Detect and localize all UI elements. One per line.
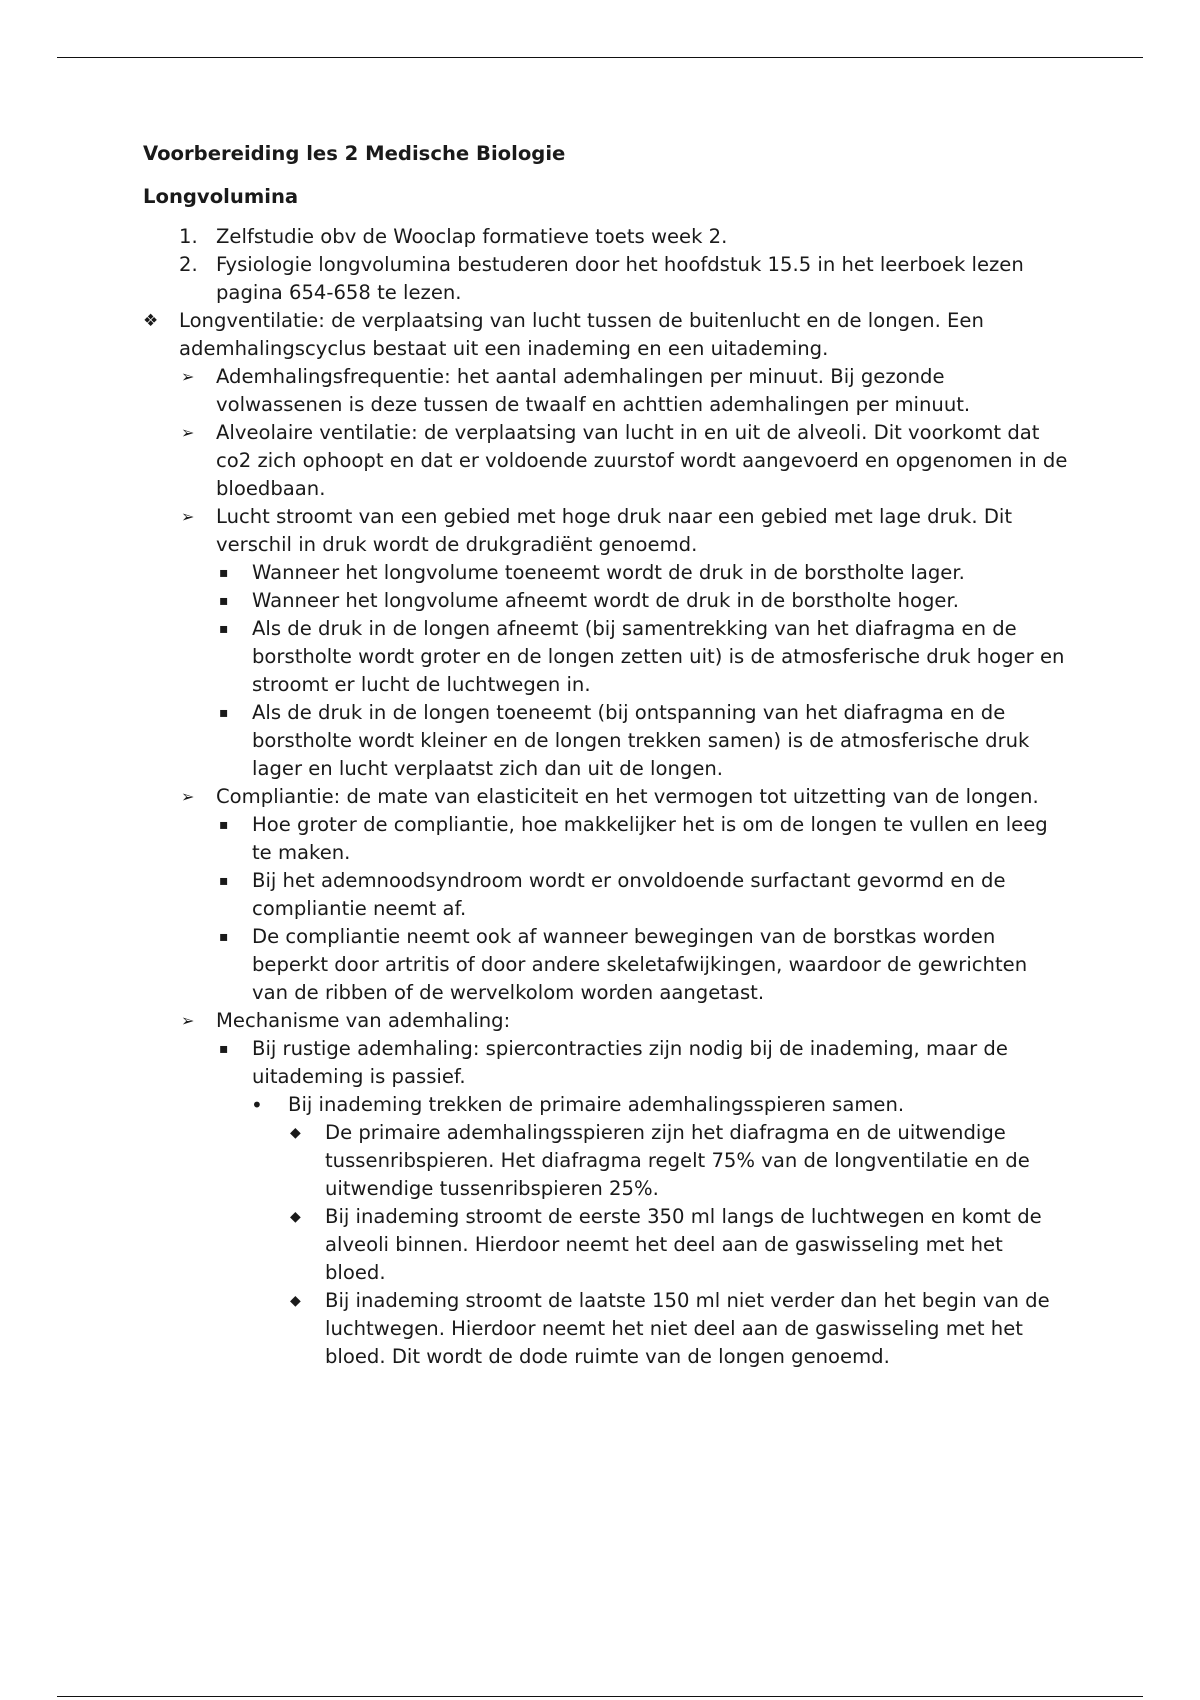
arrow-bullet-item: [143, 419, 1068, 503]
list-item-text: De primaire ademhalingsspieren zijn het diafragma en de uitwendige tussenribspieren. Het diafragma regelt 75% van de longventilatie en de uitwendige tussenribspieren 25%.: [325, 1121, 1030, 1200]
list-item-text: Lucht stroomt van een gebied met hoge druk naar een gebied met lage druk. Dit verschil in druk wordt de drukgradiënt genoemd.: [216, 505, 1013, 556]
section-heading: Longvolumina: [143, 185, 299, 208]
square-bullet-icon: ▪: [219, 593, 229, 609]
filled-diamond-bullet-item: [143, 1203, 1068, 1287]
list-item-text: Longventilatie: de verplaatsing van lucht tussen de buitenlucht en de longen. Een ademhalingscyclus bestaat uit een inademing en een uitademing.: [179, 309, 984, 360]
filled-diamond-bullet-icon: ◆: [290, 1125, 301, 1141]
list-number: 1.: [179, 225, 198, 248]
list-item-text: Ademhalingsfrequentie: het aantal ademhalingen per minuut. Bij gezonde volwassenen is deze tussen de twaalf en achttien ademhalingen per minuut.: [216, 365, 971, 416]
arrow-bullet-icon: ➢: [181, 423, 195, 442]
square-bullet-icon: ▪: [219, 817, 229, 833]
arrow-bullet-icon: ➢: [181, 367, 195, 386]
list-item-text: Hoe groter de compliantie, hoe makkelijker het is om de longen te vullen en leeg te maken.: [252, 813, 1048, 864]
diamond-bullet-icon: ❖: [143, 311, 159, 331]
dot-bullet-item: [143, 1091, 1068, 1119]
square-bullet-item: [143, 923, 1068, 1007]
arrow-bullet-icon: ➢: [181, 1011, 195, 1030]
list-item-text: Bij inademing stroomt de eerste 350 ml langs de luchtwegen en komt de alveoli binnen. Hierdoor neemt het deel aan de gaswisseling met het bloed.: [325, 1205, 1042, 1284]
list-item-text: Zelfstudie obv de Wooclap formatieve toets week 2.: [216, 225, 728, 248]
square-bullet-icon: ▪: [219, 929, 229, 945]
square-bullet-icon: ▪: [219, 621, 229, 637]
square-bullet-item: [143, 615, 1068, 699]
list-item-text: Bij rustige ademhaling: spiercontracties zijn nodig bij de inademing, maar de uitademing is passief.: [252, 1037, 1008, 1088]
square-bullet-icon: ▪: [219, 1041, 229, 1057]
list-item-text: De compliantie neemt ook af wanneer bewegingen van de borstkas worden beperkt door artritis of door andere skeletafwijkingen, waardoor de gewrichten van de ribben of de wervelkolom worden aangetast.: [252, 925, 1028, 1004]
square-bullet-item: [143, 559, 1068, 587]
square-bullet-item: [143, 811, 1068, 867]
square-bullet-icon: ▪: [219, 705, 229, 721]
list-item-text: Alveolaire ventilatie: de verplaatsing van lucht in en uit de alveoli. Dit voorkomt dat co2 zich ophoopt en dat er voldoende zuurstof wordt aangevoerd en opgenomen in de bloedbaan.: [216, 421, 1068, 500]
arrow-bullet-item: [143, 363, 1068, 419]
list-number: 2.: [179, 253, 198, 276]
filled-diamond-bullet-item: [143, 1287, 1068, 1371]
square-bullet-icon: ▪: [219, 873, 229, 889]
filled-diamond-bullet-icon: ◆: [290, 1293, 301, 1309]
filled-diamond-bullet-item: [143, 1119, 1068, 1203]
footer-rule: [57, 1696, 1143, 1697]
list-item-text: Wanneer het longvolume toeneemt wordt de druk in de borstholte lager.: [252, 561, 965, 584]
document-body: [143, 140, 1068, 1371]
numbered-item: [143, 251, 1068, 307]
square-bullet-item: [143, 1035, 1068, 1091]
document-title: Voorbereiding les 2 Medische Biologie: [143, 142, 566, 165]
filled-diamond-bullet-icon: ◆: [290, 1209, 301, 1225]
arrow-bullet-item: [143, 1007, 1068, 1035]
numbered-item: [143, 223, 1068, 251]
list-item-text: Fysiologie longvolumina bestuderen door het hoofdstuk 15.5 in het leerboek lezen pagina 654-658 te lezen.: [216, 253, 1024, 304]
square-bullet-item: [143, 867, 1068, 923]
arrow-bullet-item: [143, 783, 1068, 811]
arrow-bullet-icon: ➢: [181, 787, 195, 806]
list-item-text: Wanneer het longvolume afneemt wordt de druk in de borstholte hoger.: [252, 589, 959, 612]
arrow-bullet-item: [143, 503, 1068, 559]
list-item-text: Bij het ademnoodsyndroom wordt er onvoldoende surfactant gevormd en de compliantie neemt af.: [252, 869, 1006, 920]
main-bullet-item: [143, 307, 1068, 363]
list-item-text: Bij inademing stroomt de laatste 150 ml niet verder dan het begin van de luchtwegen. Hierdoor neemt het niet deel aan de gaswisseling met het bloed. Dit wordt de dode ruimte van de longen genoemd.: [325, 1289, 1050, 1368]
list-item-text: Compliantie: de mate van elasticiteit en het vermogen tot uitzetting van de longen.: [216, 785, 1039, 808]
square-bullet-icon: ▪: [219, 565, 229, 581]
list-item-text: Mechanisme van ademhaling:: [216, 1009, 511, 1032]
dot-bullet-icon: •: [251, 1093, 263, 1117]
arrow-bullet-icon: ➢: [181, 507, 195, 526]
square-bullet-item: [143, 699, 1068, 783]
header-rule: [57, 57, 1143, 58]
list-item-text: Bij inademing trekken de primaire ademhalingsspieren samen.: [288, 1093, 905, 1116]
square-bullet-item: [143, 587, 1068, 615]
list-item-text: Als de druk in de longen afneemt (bij samentrekking van het diafragma en de borstholte wordt groter en de longen zetten uit) is de atmosferische druk hoger en stroomt er lucht de luchtwegen in.: [252, 617, 1065, 696]
list-item-text: Als de druk in de longen toeneemt (bij ontspanning van het diafragma en de borstholte wordt kleiner en de longen trekken samen) is de atmosferische druk lager en lucht verplaatst zich dan uit de longen.: [252, 701, 1030, 780]
